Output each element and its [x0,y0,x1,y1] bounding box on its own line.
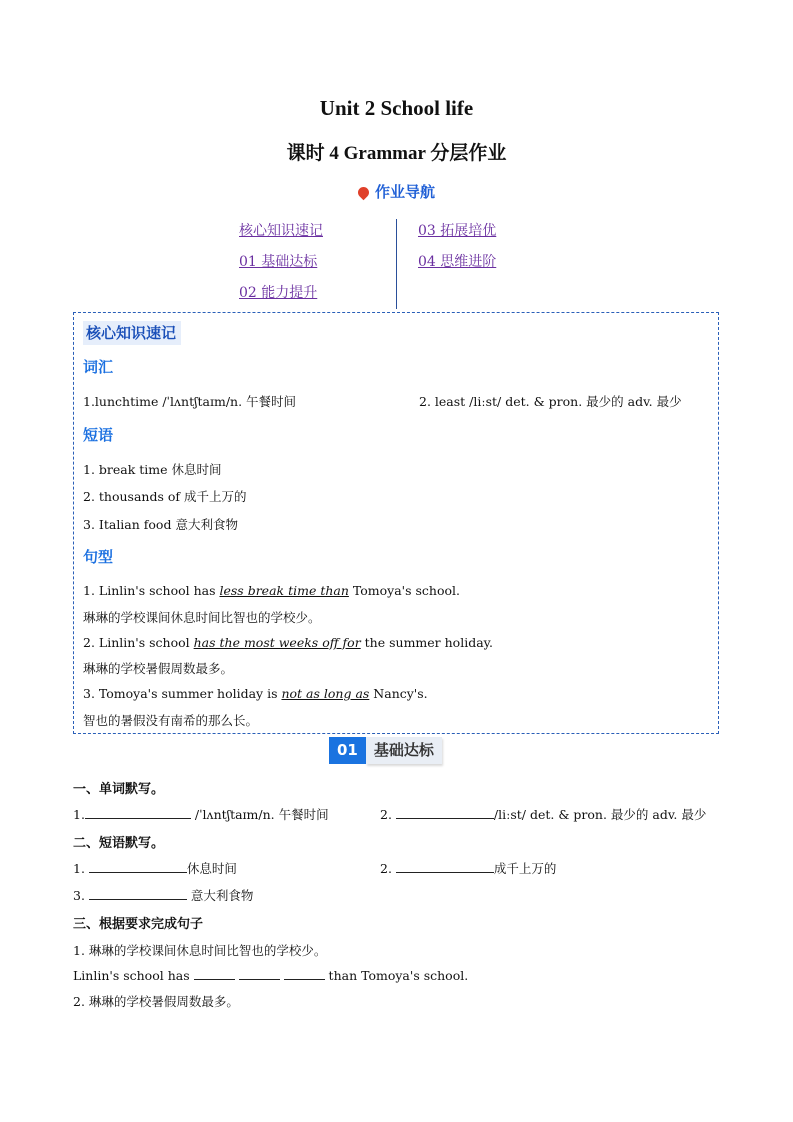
answer-blank[interactable] [239,967,280,980]
answer-blank[interactable] [89,860,187,873]
sentence-item: 2. Linlin's school has the most weeks off for the summer holiday. [83,635,494,650]
answer-blank[interactable] [396,806,494,819]
q2-heading: 二、短语默写。 [73,836,165,851]
section-01-header [329,737,442,764]
answer-blank[interactable] [194,967,235,980]
nav-divider [396,219,397,309]
nav-link-core-knowledge[interactable]: 核心知识速记 [239,223,323,239]
sentence-item: 1. Linlin's school has less break time than Tomoya's school. [83,583,460,598]
phrase-item: 1. break time 休息时间 [83,462,222,477]
q3-item-cn: 1. 琳琳的学校课间休息时间比智也的学校少。 [73,943,327,958]
sentence-item: 3. Tomoya's summer holiday is not as long as Nancy's. [83,686,428,701]
phrase-item: 2. thousands of 成千上万的 [83,489,247,504]
answer-blank[interactable] [85,806,191,819]
nav-link-thinking[interactable]: 04 思维进阶 [418,254,497,270]
page-subtitle: 课时 4 Grammar 分层作业 [286,143,507,164]
q1-heading: 一、单词默写。 [73,782,165,797]
sentence-heading: 句型 [83,548,114,566]
q1-item: 1. /ˈlʌntʃtaɪm/n. 午餐时间 [73,807,329,822]
nav-link-extend[interactable]: 03 拓展培优 [418,223,497,239]
nav-title-label: 作业导航 [374,183,435,201]
sentence-translation: 琳琳的学校暑假周数最多。 [83,661,234,676]
location-pin-icon [356,185,372,201]
q3-heading: 三、根据要求完成句子 [73,917,204,932]
phrase-item: 3. Italian food 意大利食物 [83,517,238,532]
section-label: 基础达标 [366,737,442,764]
q2-item: 2. 成千上万的 [380,861,557,876]
sentence-translation: 智也的暑假没有南希的那么长。 [83,713,259,728]
q2-item: 1. 休息时间 [73,861,237,876]
q2-item: 3. 意大利食物 [73,888,254,903]
nav-link-basic[interactable]: 01 基础达标 [239,254,318,270]
answer-blank[interactable] [284,967,325,980]
nav-link-ability[interactable]: 02 能力提升 [239,285,318,301]
q1-item: 2. /liːst/ det. & pron. 最少的 adv. 最少 [380,807,707,822]
section-number: 01 [329,737,366,764]
page-title: Unit 2 School life [319,96,474,120]
answer-blank[interactable] [89,887,187,900]
sentence-translation: 琳琳的学校课间休息时间比智也的学校少。 [83,610,321,625]
vocab-item: 1.lunchtime /ˈlʌntʃtaɪm/n. 午餐时间 [83,394,297,409]
phrase-heading: 短语 [83,426,114,444]
answer-blank[interactable] [396,860,494,873]
q3-item-cn: 2. 琳琳的学校暑假周数最多。 [73,994,239,1009]
nav-title [0,181,793,202]
knowledge-badge: 核心知识速记 [83,321,181,345]
vocab-item: 2. least /liːst/ det. & pron. 最少的 adv. 最少 [419,394,682,409]
vocab-heading: 词汇 [83,358,114,376]
q3-item-en: Linlin's school has than Tomoya's school. [73,968,469,983]
